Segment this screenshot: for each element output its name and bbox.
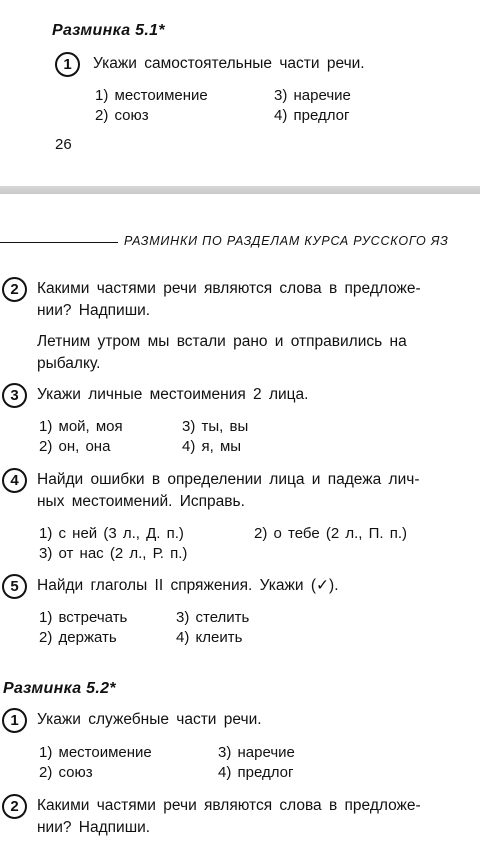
option: 1) местоимение bbox=[39, 744, 152, 761]
task-number-badge: 3 bbox=[2, 383, 27, 408]
task-number-badge: 1 bbox=[55, 52, 80, 77]
task-number-badge: 2 bbox=[2, 277, 27, 302]
option: 1) местоимение bbox=[95, 87, 208, 104]
task-number-badge: 5 bbox=[2, 574, 27, 599]
option: 3) стелить bbox=[176, 609, 250, 626]
task-number-badge: 1 bbox=[2, 708, 27, 733]
option: 3) от нас (2 л., Р. п.) bbox=[39, 545, 188, 562]
option: 4) я, мы bbox=[182, 438, 242, 455]
option: 4) предлог bbox=[274, 107, 350, 124]
task-text: нии? Надпиши. bbox=[37, 302, 151, 319]
option: 1) с ней (3 л., Д. п.) bbox=[39, 525, 184, 542]
task-number-badge: 2 bbox=[2, 794, 27, 819]
task-text: Найди глаголы II спряжения. Укажи (✓). bbox=[37, 577, 339, 594]
option: 3) наречие bbox=[274, 87, 351, 104]
section-title: Разминка 5.2* bbox=[3, 680, 116, 697]
task-text: Найди ошибки в определении лица и падежа лич- bbox=[37, 471, 420, 488]
exercise-sentence: рыбалку. bbox=[37, 355, 101, 372]
option: 2) держать bbox=[39, 629, 117, 646]
task-text: нии? Надпиши. bbox=[37, 819, 151, 836]
page-separator bbox=[0, 186, 480, 194]
option: 2) о тебе (2 л., П. п.) bbox=[254, 525, 407, 542]
option: 1) мой, моя bbox=[39, 418, 123, 435]
page-top bbox=[0, 0, 480, 186]
check-mark-icon: ✓ bbox=[316, 577, 330, 594]
option: 3) наречие bbox=[218, 744, 295, 761]
task-text: Какими частями речи являются слова в предложе- bbox=[37, 797, 421, 814]
option: 4) предлог bbox=[218, 764, 294, 781]
option: 2) союз bbox=[95, 107, 149, 124]
page-number: 26 bbox=[55, 136, 72, 153]
option: 1) встречать bbox=[39, 609, 128, 626]
task-text: Какими частями речи являются слова в предложе- bbox=[37, 280, 421, 297]
task-text: Укажи личные местоимения 2 лица. bbox=[37, 386, 309, 403]
task-text: Укажи служебные части речи. bbox=[37, 711, 262, 728]
option: 2) союз bbox=[39, 764, 93, 781]
page-bottom bbox=[0, 194, 480, 854]
section-title: Разминка 5.1* bbox=[52, 22, 165, 39]
task-text: Укажи самостоятельные части речи. bbox=[93, 55, 365, 72]
task-number-badge: 4 bbox=[2, 468, 27, 493]
header-rule bbox=[0, 242, 118, 243]
exercise-sentence: Летним утром мы встали рано и отправились на bbox=[37, 333, 407, 350]
option: 3) ты, вы bbox=[182, 418, 249, 435]
option: 2) он, она bbox=[39, 438, 111, 455]
running-header: РАЗМИНКИ ПО РАЗДЕЛАМ КУРСА РУССКОГО ЯЗ bbox=[124, 234, 449, 248]
option: 4) клеить bbox=[176, 629, 243, 646]
task-text: ных местоимений. Исправь. bbox=[37, 493, 245, 510]
